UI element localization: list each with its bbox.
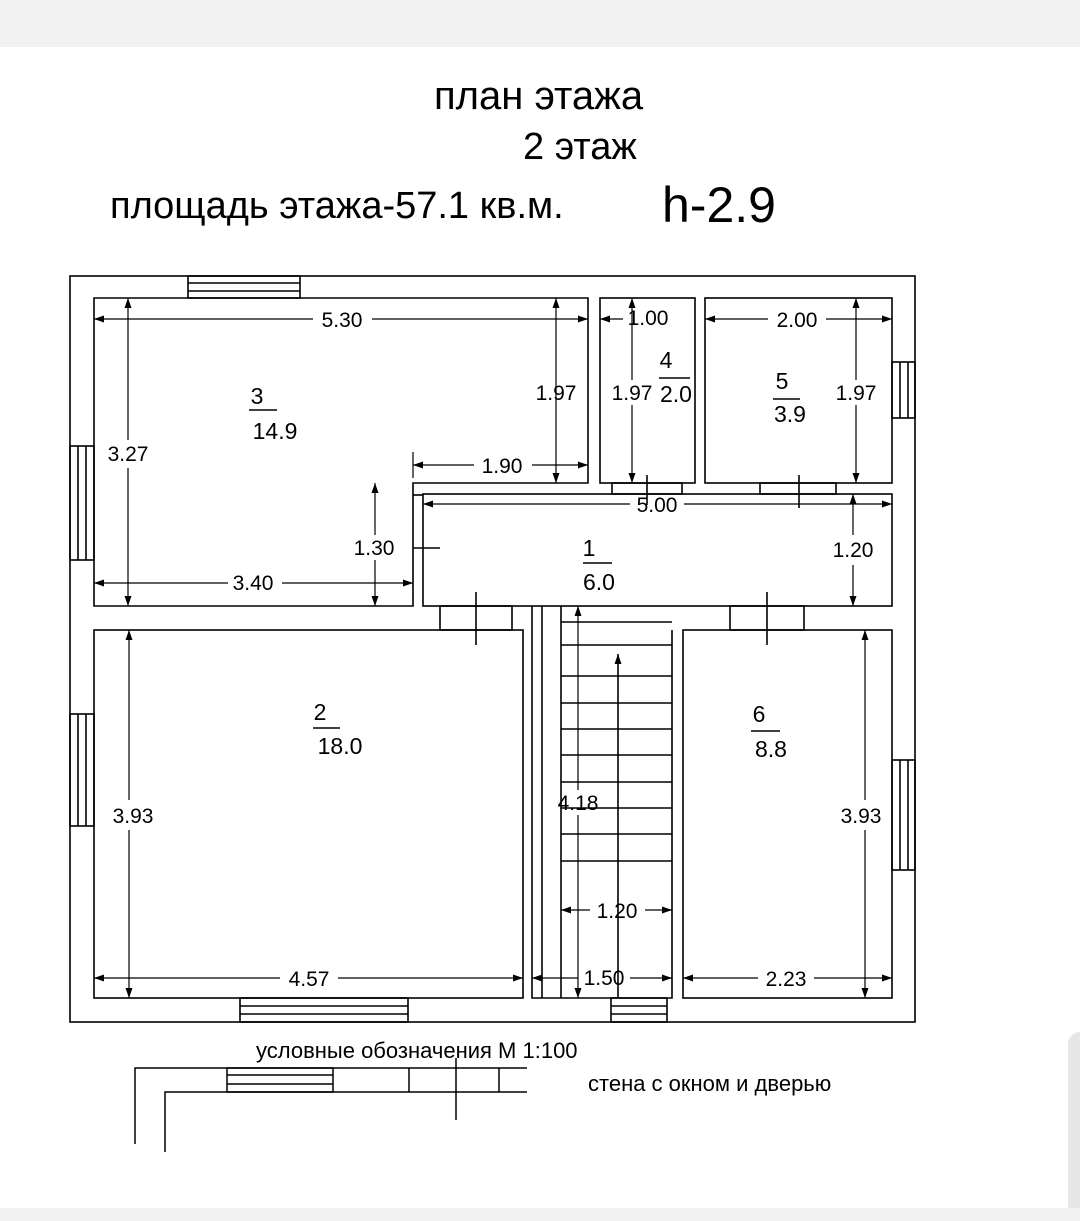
dim-hall-width: 5.00 [636, 494, 678, 517]
floor-label: 2 этаж [523, 126, 637, 168]
room-3-area: 14.9 [252, 418, 298, 444]
dim-room3-side: 1.97 [535, 382, 577, 405]
legend [135, 1038, 831, 1152]
room-1-number: 1 [582, 535, 596, 561]
room-2-area: 18.0 [317, 733, 363, 759]
room-6-area: 8.8 [755, 736, 787, 762]
dim-stair-length: 4.18 [557, 792, 599, 815]
room-4-area: 2.0 [660, 381, 692, 407]
dim-room4-width: 1.00 [627, 307, 669, 330]
legend-title: условные обозначения М 1:100 [256, 1038, 578, 1063]
room-5-area: 3.9 [774, 401, 806, 427]
dim-room3-bottom: 3.40 [232, 572, 274, 595]
plan-title: план этажа [434, 74, 644, 118]
room-6-number: 6 [752, 701, 766, 727]
dim-stair-width: 1.20 [596, 900, 638, 923]
dim-room5-height: 1.97 [835, 382, 877, 405]
room-2-outline [94, 630, 523, 998]
dim-room5-width: 2.00 [776, 309, 818, 332]
floor-area: площадь этажа-57.1 кв.м. [110, 185, 564, 227]
room-3-number: 3 [250, 383, 264, 409]
dim-room3-width: 5.30 [321, 309, 363, 332]
legend-label: стена с окном и дверью [588, 1071, 832, 1096]
dim-room3-height: 3.27 [107, 443, 149, 466]
dim-room3-notch-height: 1.30 [353, 537, 395, 560]
dim-room6-height: 3.93 [840, 805, 882, 828]
room-4-number: 4 [659, 347, 673, 373]
ceiling-height: h-2.9 [662, 177, 776, 233]
doors [413, 475, 836, 645]
dim-room2-width: 4.57 [288, 968, 330, 991]
room-5-number: 5 [775, 368, 789, 394]
dim-stair-well: 1.50 [583, 967, 625, 990]
dim-room6-width: 2.23 [765, 968, 807, 991]
room-1-area: 6.0 [583, 569, 615, 595]
dim-room3-notch-width: 1.90 [481, 455, 523, 478]
dim-hall-height: 1.20 [832, 539, 874, 562]
dim-room4-height: 1.97 [611, 382, 653, 405]
stair-outline [532, 606, 672, 998]
room-label-bars [249, 378, 800, 731]
room-3-outline [94, 298, 588, 606]
room-2-number: 2 [313, 699, 327, 725]
dim-room2-height: 3.93 [112, 805, 154, 828]
